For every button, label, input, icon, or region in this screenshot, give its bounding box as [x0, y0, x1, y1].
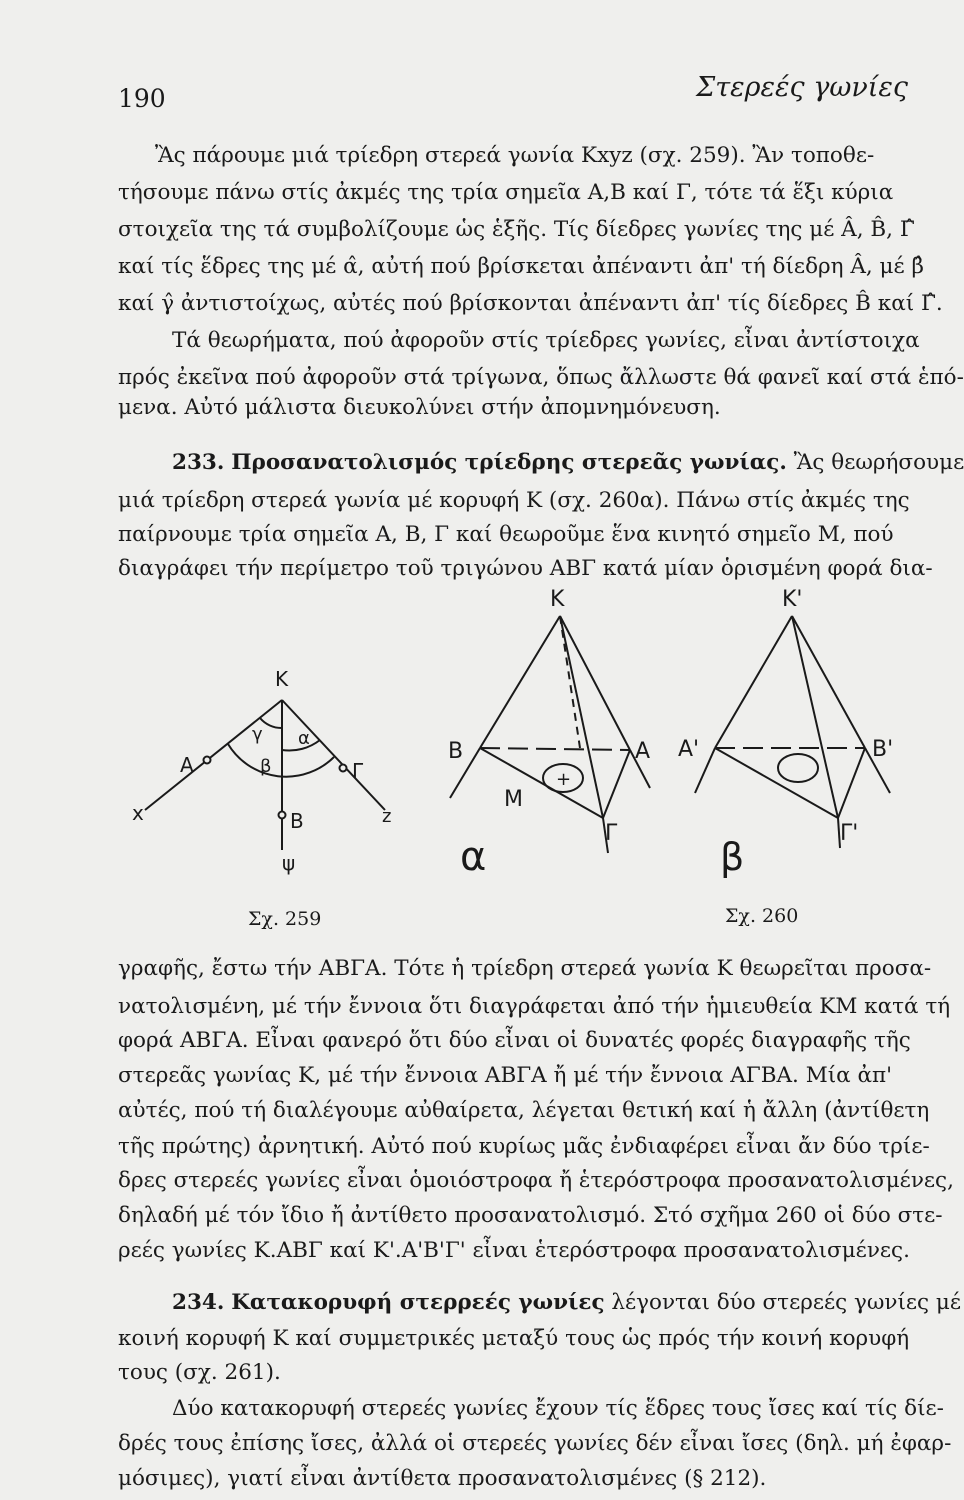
label-g-prime: Γ'	[840, 821, 859, 846]
section-number: 233.	[172, 450, 225, 475]
label-k: K	[550, 587, 565, 612]
side-bg	[480, 748, 603, 818]
text-line: Ἂς πάρουμε μιά τρίεδρη στερεά γωνία Kxyz (σχ. 259). Ἂν τοποθε-	[155, 143, 875, 168]
edge-ka	[560, 616, 630, 750]
text-line: καί γ̂ ἀντιστοίχως, αὐτές πού βρίσκονται ἀπέναντι ἀπ' τίς δίεδρες B̂ καί Γ̂.	[118, 291, 943, 316]
edge-kb2	[792, 616, 865, 748]
side-gb2	[838, 748, 865, 818]
page-number: 190	[118, 84, 166, 113]
edge-kb	[480, 616, 560, 748]
text-line: μόσιμες), γιατί εἶναι ἀντίθετα προσανατολισμένες (§ 212).	[118, 1466, 767, 1491]
label-k: K	[275, 667, 289, 691]
label-b: B	[290, 809, 304, 833]
edge-x	[145, 700, 282, 810]
label-alpha: α	[298, 728, 310, 749]
text-line: δρες στερεές γωνίες εἶναι ὁμοιόστροφα ἤ ἑτερόστροφα προσανατολισμένες,	[118, 1168, 954, 1193]
running-title: Στερεές γωνίες	[696, 72, 908, 103]
figure-260	[420, 578, 910, 888]
text-line: δηλαδή μέ τόν ἴδιο ἤ ἀντίθετο προσανατολισμό. Στό σχῆμα 260 οἱ δύο στε-	[118, 1203, 943, 1228]
label-a-prime: A'	[678, 737, 700, 762]
text-line: τήσουμε πάνω στίς ἀκμές της τρία σημεῖα A,B καί Γ, τότε τά ἕξι κύρια	[118, 180, 894, 205]
text-line: Δύο κατακορυφή στερεές γωνίες ἔχουν τίς ἕδρες τους ἴσες καί τίς δίε-	[172, 1396, 944, 1421]
angle-arc-gamma	[260, 718, 282, 728]
text-line: παίρνουμε τρία σημεῖα A, B, Γ καί θεωροῦμε ἕνα κινητό σημεῖο M, πού	[118, 522, 894, 547]
edge-ka2	[715, 616, 792, 748]
section-heading: Προσανατολισμός τρίεδρης στερεᾶς γωνίας.	[231, 450, 787, 475]
label-g: Γ	[352, 759, 364, 783]
text-line: καί τίς ἕδρες της μέ α̂, αὐτή πού βρίσκεται ἀπέναντι ἀπ' τή δίεδρη Â, μέ β̂	[118, 254, 924, 279]
label-b: B	[448, 739, 464, 764]
text-line: αὐτές, πού τή διαλέγουμε αὐθαίρετα, λέγεται θετική καί ἡ ἄλλη (ἀντίθετη	[118, 1098, 930, 1123]
section-heading-line	[172, 452, 964, 474]
label-y: ψ	[282, 851, 296, 875]
label-m: M	[504, 787, 523, 812]
text-line: κοινή κορυφή K καί συμμετρικές μεταξύ τους ὡς πρός τήν κοινή κορυφή	[118, 1326, 910, 1351]
text-line: μενα. Αὐτό μάλιστα διευκολύνει στήν ἀπομνημόνευση.	[118, 395, 721, 420]
label-g: Γ	[605, 821, 618, 846]
label-alpha: α	[460, 834, 487, 880]
point-g	[340, 765, 347, 772]
figure-260-beta	[695, 616, 890, 848]
orientation-arrow	[778, 754, 818, 782]
text-line: ρεές γωνίες K.ΑΒΓ καί K'.A'B'Γ' εἶναι ἑτερόστροφα προσανατολισμένες.	[118, 1238, 910, 1263]
section-heading-line	[172, 1292, 961, 1314]
text-line: Τά θεωρήματα, πού ἀφοροῦν στίς τρίεδρες γωνίες, εἶναι ἀντίστοιχα	[172, 328, 920, 353]
text-line: στοιχεῖα της τά συμβολίζουμε ὡς ἑξῆς. Τίς δίεδρες γωνίες της μέ Â, B̂, Γ̂	[118, 217, 915, 242]
text-line: τῆς πρώτης) ἀρνητική. Αὐτό πού κυρίως μᾶς ἐνδιαφέρει εἶναι ἄν δύο τρίε-	[118, 1134, 930, 1159]
text-line: γραφῆς, ἔστω τήν ΑΒΓΑ. Τότε ἡ τρίεδρη στερεά γωνία K θεωρεῖται προσα-	[118, 956, 932, 981]
label-a: A	[180, 753, 194, 777]
caption-260: Σχ. 260	[725, 905, 799, 927]
sign-plus: +	[556, 769, 572, 790]
section-text: Ἂς θεωρήσουμε	[793, 450, 964, 475]
label-a: A	[635, 739, 651, 764]
label-b-prime: B'	[872, 737, 894, 762]
label-beta: β	[260, 756, 272, 777]
side-ba	[480, 748, 630, 750]
section-heading: Κατακορυφή στερρεές γωνίες	[231, 1290, 605, 1315]
text-line: δρές τους ἐπίσης ἴσες, ἀλλά οἱ στερεές γωνίες δέν εἶναι ἴσες (δηλ. μή ἐφαρ-	[118, 1431, 952, 1456]
label-beta: β	[720, 835, 745, 879]
figure-259	[130, 660, 420, 890]
side-ag2	[715, 748, 838, 818]
label-z: z	[382, 806, 392, 827]
caption-259: Σχ. 259	[248, 908, 322, 930]
point-b	[279, 812, 286, 819]
point-a	[204, 757, 211, 764]
section-number: 234.	[172, 1290, 225, 1315]
figure-260-alpha	[450, 616, 650, 853]
text-line: νατολισμένη, μέ τήν ἔννοια ὅτι διαγράφεται ἀπό τήν ἡμιευθεία KM κατά τή	[118, 994, 951, 1019]
label-x: x	[132, 801, 144, 825]
text-line: μιά τρίεδρη στερεά γωνία μέ κορυφή K (σχ. 260α). Πάνω στίς ἀκμές της	[118, 488, 910, 513]
label-k-prime: K'	[782, 587, 803, 612]
text-line: πρός ἐκεῖνα πού ἀφοροῦν στά τρίγωνα, ὅπως ἄλλωστε θά φανεῖ καί στά ἑπό-	[118, 365, 964, 390]
text-line: τους (σχ. 261).	[118, 1360, 281, 1385]
text-line: διαγράφει τήν περίμετρο τοῦ τριγώνου ΑΒΓ κατά μίαν ὁρισμένη φορά δια-	[118, 556, 933, 581]
side-ga	[603, 750, 630, 818]
edge-kg2	[792, 616, 838, 818]
edge-z	[282, 700, 385, 810]
label-gamma: γ	[252, 724, 263, 745]
section-text: λέγονται δύο στερεές γωνίες μέ	[611, 1290, 962, 1315]
text-line: φορά ΑΒΓΑ. Εἶναι φανερό ὅτι δύο εἶναι οἱ δυνατές φορές διαγραφῆς τῆς	[118, 1028, 911, 1053]
text-line: στερεᾶς γωνίας K, μέ τήν ἔννοια ΑΒΓΑ ἤ μέ τήν ἔννοια ΑΓΒΑ. Μία ἀπ'	[118, 1063, 893, 1088]
